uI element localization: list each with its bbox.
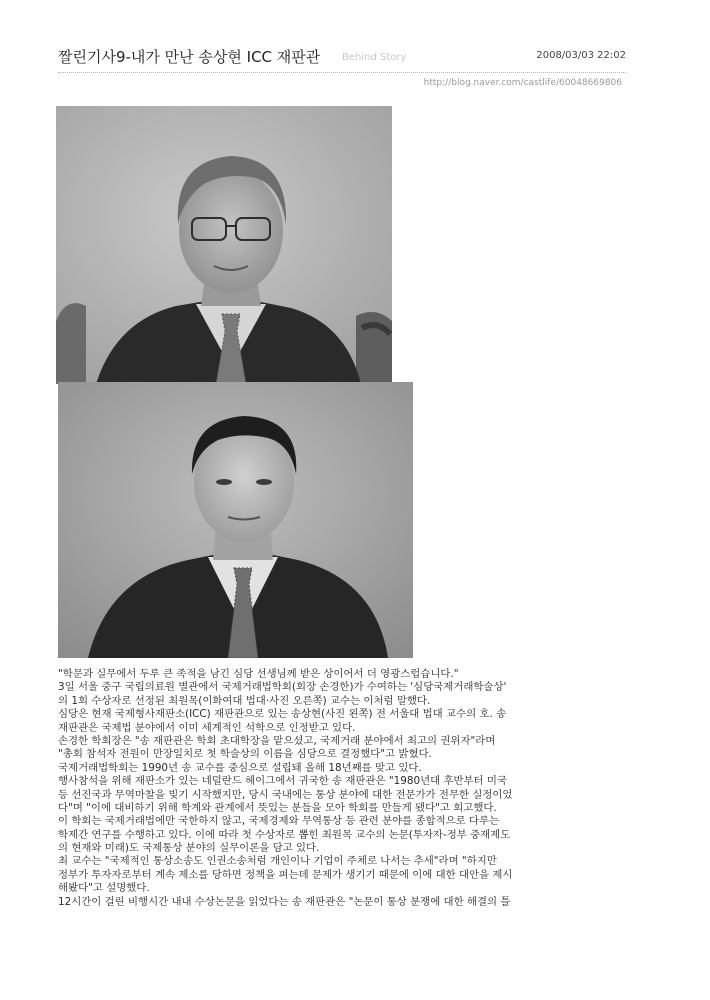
article-line: 다"며 "이에 대비하기 위해 학계와 관계에서 뜻있는 분들을 모아 학회를 만들게 됐다"고 회고했다. <box>58 801 497 814</box>
article-line: 3일 서울 중구 국립의료원 별관에서 국제거래법학회(회장 손경한)가 수여하는 '심당국제거래학술상' <box>58 681 507 694</box>
portrait-glasses-illustration <box>56 106 392 384</box>
article-line: 행사참석을 위해 재판소가 있는 네덜란드 헤이그에서 귀국한 송 재판관은 "1980년대 후반부터 미국 <box>58 775 507 788</box>
article-line: 해봤다"고 설명했다. <box>58 882 150 895</box>
article-line: "학문과 실무에서 두루 큰 족적을 남긴 심당 선생님께 받은 상이어서 더 영광스럽습니다." <box>58 668 459 680</box>
portrait-illustration <box>58 382 413 658</box>
article-line: 정부가 투자자로부터 계속 제소를 당하면 정책을 펴는데 문제가 생기기 때문에 이에 대한 대안을 제시 <box>58 868 513 881</box>
article-line: 등 선진국과 무역마찰을 빚기 시작했지만, 당시 국내에는 통상 분야에 대한 전문가가 전무한 실정이었 <box>58 788 513 801</box>
article-body <box>58 668 632 909</box>
article-line: 최 교수는 "국제적인 통상소송도 인권소송처럼 개인이나 기업이 주체로 나서는 추세"라며 "하지만 <box>58 855 497 868</box>
article-line: 재판관은 국제법 분야에서 이미 세계적인 석학으로 인정받고 있다. <box>58 721 356 734</box>
header-divider <box>58 72 626 73</box>
category-label[interactable]: Behind Story <box>342 52 407 63</box>
post-title[interactable]: 짤린기사9-내가 만난 송상현 ICC 재판관 <box>58 48 321 66</box>
photo-choi-won-mok <box>58 382 413 658</box>
article-line: 의 현재와 미래)도 국제통상 분야의 실무이론을 담고 있다. <box>58 842 320 855</box>
photo-song-sang-hyun <box>56 106 392 384</box>
article-line: 손경한 학회장은 "송 재판관은 학회 초대학장을 맡으셨고, 국제거래 분야에서 최고의 권위자"라며 <box>58 734 496 747</box>
article-line: "총회 참석자 전원이 만장일치로 첫 학술상의 이름을 심당으로 결정했다"고 밝혔다. <box>58 748 432 761</box>
post-datetime: 2008/03/03 22:02 <box>536 50 626 61</box>
article-line: 12시간이 걸린 비행시간 내내 수상논문을 읽었다는 송 재판관은 "논문이 통상 분쟁에 대한 해결의 틀 <box>58 895 511 908</box>
article-line: 의 1회 수상자로 선정된 최원목(이화여대 법대·사진 오른쪽) 교수는 이처럼 말했다. <box>58 694 431 707</box>
post-url[interactable]: http://blog.naver.com/castlife/60048669806 <box>423 78 622 88</box>
post-header <box>58 46 626 70</box>
article-line: 학제간 연구를 수행하고 있다. 이에 따라 첫 수상자로 뽑힌 최원목 교수의 논문(투자자-정부 중재제도 <box>58 828 511 841</box>
article-line: 이 학회는 국제거래법에만 국한하지 않고, 국제경제와 무역통상 등 관련 분야를 종합적으로 다루는 <box>58 815 500 828</box>
article-line: 국제거래법학회는 1990년 송 교수를 중심으로 설립돼 올해 18년째를 맞고 있다. <box>58 761 422 774</box>
article-line: 심당은 현재 국제형사재판소(ICC) 재판관으로 있는 송상현(사진 왼쪽) 전 서울대 법대 교수의 호. 송 <box>58 708 507 721</box>
